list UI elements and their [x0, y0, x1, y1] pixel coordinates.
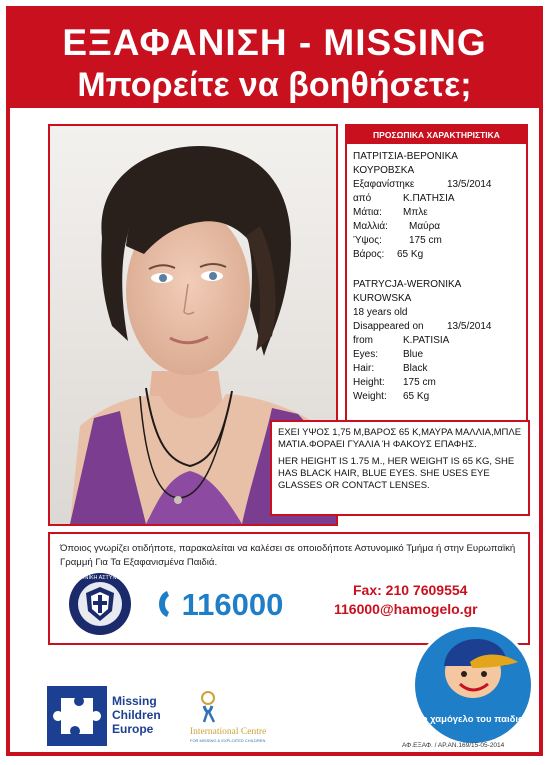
- contact-instructions: Όποιος γνωρίζει οτιδήποτε, παρακαλείται να καλέσει σε οποιοδήποτε Αστυνομικό Τμήμα ή στην Ευρωπαϊκή Γραμμή Για Τα Εξαφανισμένα Παιδιά.: [60, 543, 516, 568]
- poster-header: [10, 10, 539, 108]
- greek-weight-label: Βάρος:: [353, 249, 385, 260]
- description-box: [270, 420, 530, 516]
- missing-children-europe-logo: [47, 686, 107, 746]
- icmec-line1: International Centre: [190, 727, 267, 737]
- greek-eyes-value: Μπλε: [403, 207, 428, 218]
- english-from-label: from: [353, 335, 373, 346]
- reference-number: ΑΦ.ΕΞΑΦ. / ΑΡ.ΑΝ.169/15-05-2014: [402, 742, 505, 749]
- english-weight-value: 65 Kg: [403, 391, 430, 402]
- poster-subtitle: Μπορείτε να βοηθήσετε;: [77, 66, 472, 104]
- personal-details-heading: ΠΡΟΣΩΠΙΚΑ ΧΑΡΑΚΤΗΡΙΣΤΙΚΑ: [347, 126, 526, 144]
- english-hair-value: Black: [403, 363, 428, 374]
- english-disappeared-label: Disappeared on: [353, 321, 424, 332]
- icmec-logo: [190, 688, 300, 746]
- english-age: 18 years old: [353, 307, 408, 318]
- poster-title: ΕΞΑΦΑΝΙΣΗ - MISSING: [62, 22, 487, 63]
- mce-line1: Missing: [112, 694, 157, 708]
- police-logo-text: ΕΛΛΗΝΙΚΗ ΑΣΤΥΝΟΜΙΑ: [69, 575, 131, 581]
- contact-email[interactable]: 116000@hamogelo.gr: [334, 601, 478, 617]
- english-from-value: K.PATISIA: [403, 335, 450, 346]
- english-disappeared-date: 13/5/2014: [447, 321, 492, 332]
- mce-line2: Children: [112, 708, 161, 722]
- greek-hair-value: Μαύρα: [409, 221, 441, 232]
- phone-icon: [157, 585, 173, 625]
- description-greek: ΕΧΕΙ ΥΨΟΣ 1,75 Μ,ΒΑΡΟΣ 65 Κ,ΜΑΥΡΑ ΜΑΛΛΙΑ,ΜΠΛΕ ΜΑΤΙΑ.ΦΟΡΑΕΙ ΓΥΑΛΙΑ Ή ΦΑΚΟΥΣ ΕΠΑΦΗΣ.: [278, 427, 522, 450]
- english-name-line1: PATRYCJA-WERONIKA: [353, 279, 462, 290]
- greek-from-label: από: [353, 193, 372, 204]
- english-weight-label: Weight:: [353, 391, 387, 402]
- english-height-value: 175 cm: [403, 377, 436, 388]
- greek-missing-label: Εξαφανίστηκε: [353, 179, 415, 190]
- greek-eyes-label: Μάτια:: [353, 207, 382, 218]
- smile-logo-text: Το χαμόγελο του παιδιού: [416, 714, 530, 725]
- hellenic-police-logo: [60, 571, 140, 637]
- english-hair-label: Hair:: [353, 363, 375, 374]
- greek-hair-label: Μαλλιά:: [353, 221, 388, 232]
- mce-line3: Europe: [112, 722, 154, 736]
- missing-children-europe-text: [112, 694, 161, 736]
- greek-name-line2: ΚΟΥΡΟΒΣΚΑ: [353, 165, 415, 176]
- greek-weight-value: 65 Kg: [397, 249, 424, 260]
- english-eyes-value: Blue: [403, 349, 424, 360]
- greek-name-line1: ΠΑΤΡΙΤΣΙΑ-ΒΕΡΟΝΙΚΑ: [353, 151, 458, 162]
- hotline-number-text: 116000: [181, 587, 284, 622]
- fax-number: Fax: 210 7609554: [353, 582, 468, 598]
- greek-height-label: Ύψος:: [353, 235, 382, 246]
- description-english: HER HEIGHT IS 1.75 M., HER WEIGHT IS 65 KG, SHE HAS BLACK HAIR, BLUE EYES. SHE USES EYE GLASSES OR CONTACT LENSES.: [278, 456, 515, 491]
- personal-details-panel: [345, 124, 528, 422]
- greek-missing-date: 13/5/2014: [447, 179, 492, 190]
- english-name-line2: KUROWSKA: [353, 293, 412, 304]
- hotline-number[interactable]: [157, 585, 283, 625]
- greek-height-value: 175 cm: [409, 235, 442, 246]
- smile-of-the-child-logo: [410, 622, 536, 748]
- english-eyes-label: Eyes:: [353, 349, 379, 360]
- icmec-line2: FOR MISSING & EXPLOITED CHILDREN: [190, 738, 266, 743]
- english-height-label: Height:: [353, 377, 385, 388]
- greek-from-value: Κ.ΠΑΤΗΣΙΑ: [403, 193, 455, 204]
